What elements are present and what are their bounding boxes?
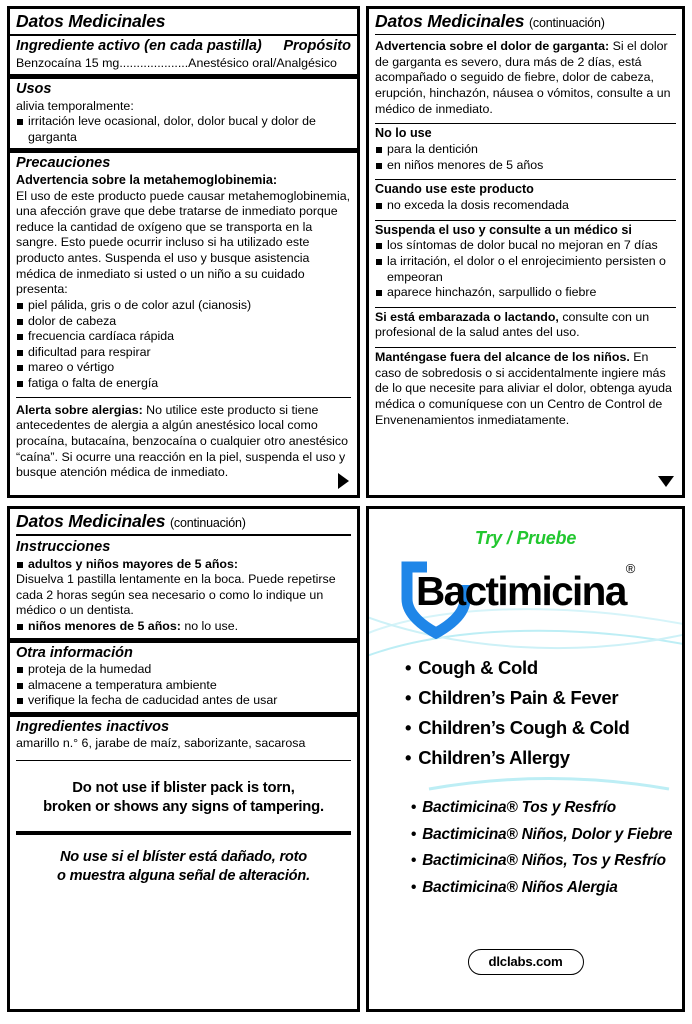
directions-section [10,536,357,638]
allergy-alert-text [16,403,351,481]
product-list-english [405,653,682,773]
when-using-section [369,180,682,216]
methemoglobinemia-text: El uso de este producto puede causar metahemoglobinemia, una afección grave que debe tratarse de inmediato porque reduce la cantidad de oxígeno que se transporta en la sangre. Esto puede ocurrir incluso si ha utilizado este producto antes. Suspenda el uso y busque asistencia médica de inmediato si usted o un niño a su cuidado presenta: [16,188,351,297]
symptom-item: mareo o vértigo [16,360,351,376]
registered-mark: ® [625,560,636,576]
do-not-use-item: para la dentición [375,142,676,158]
panel2-title-continued: (continuación) [528,16,605,30]
warnings-heading: Precauciones [16,155,111,172]
tamper-es-line1: No use si el blíster está dañado, roto [59,849,308,866]
active-ingredient-heading-row [16,38,351,55]
when-using-item: no exceda la dosis recomendada [375,198,676,214]
methemoglobinemia-label: Advertencia sobre la metahemoglobinemia: [16,172,278,187]
drug-facts-panel-3 [7,506,360,1012]
try-pruebe-label: Try / Pruebe [474,528,577,548]
stop-use-heading: Suspenda el uso y consulte a un médico si [375,222,632,237]
panel3-spacer [10,902,357,1009]
uses-lead: alivia temporalmente: [16,98,134,113]
child-text: no lo use. [184,619,239,634]
when-using-heading: Cuando use este producto [375,182,534,197]
stop-use-item: aparece hinchazón, sarpullido o fiebre [375,285,676,301]
directions-child-row [16,619,351,635]
allergy-alert-section [10,398,357,484]
list-item: • Children’s Allergy [405,743,682,773]
brand-logo [369,559,682,639]
stop-use-item: la irritación, el dolor o el enrojecimiento persisten o empeoran [375,254,676,285]
list-item: • Cough & Cold [405,653,682,683]
uses-heading: Usos [16,81,52,98]
tamper-es-line2: o muestra alguna señal de alteración. [57,868,310,885]
child-label-text: niños menores de 5 años: [28,619,181,634]
panel3-title-row [10,509,357,534]
symptom-item: piel pálida, gris o de color azul (cianosis) [16,298,351,314]
panel1-title-row [10,9,357,34]
page-title: Datos Medicinales [16,11,166,31]
panel3-title [16,511,351,531]
uses-section [10,79,357,148]
stop-use-section [369,221,682,304]
keep-away-section [369,348,682,431]
brand-wordmark [416,560,636,615]
tamper-warning-spanish [10,835,357,902]
symptom-item: dolor de cabeza [16,314,351,330]
sore-throat-text: Si el dolor de garganta es severo, dura más de 2 días, está acompañado o seguido de fiebre, dolor de cabeza, erupción, hinchazón, náusea o vómitos, consulte a un médico de inmediato. [375,39,671,116]
other-info-item: proteja de la humedad [16,662,351,678]
sore-throat-section [369,35,682,120]
do-not-use-section [369,124,682,176]
warnings-section [10,153,357,394]
symptom-item: dificultad para respirar [16,345,351,361]
panel3-title-main: Datos Medicinales [16,511,166,531]
directions-adult-text: Disuelva 1 pastilla lentamente en la boca. Puede repetirse cada 2 horas según sea necesario o como lo indique un médico o un dentista. [16,572,336,618]
other-info-item: verifique la fecha de caducidad antes de usar [16,693,351,709]
allergy-alert-label: Alerta sobre alergias: [16,402,143,417]
list-item: • Bactimicina® Tos y Resfrío [411,795,682,822]
product-list-spanish [411,795,682,902]
do-not-use-item: en niños menores de 5 años [375,158,676,174]
top-panels-row [7,6,685,498]
stop-use-item: los síntomas de dolor bucal no mejoran en 7 días [375,238,676,254]
directions-adult-label [16,557,351,573]
list-item: • Bactimicina® Niños Alergia [411,875,682,902]
panel1-spacer [10,484,357,495]
panel2-spacer [369,431,682,495]
active-ingredient-section [10,36,357,74]
uses-item: irritación leve ocasional, dolor, dolor bucal y dolor de garganta [16,114,351,145]
continue-right-arrow-icon [338,473,349,489]
inactive-ingredients-heading: Ingredientes inactivos [16,718,170,735]
tamper-en-line2: broken or shows any signs of tampering. [43,799,324,816]
allergy-alert-body: No utilice este producto si tiene antecedentes de alergia a algún anestésico local como procaína, butacaína, benzocaína o cualquier otro anestésico “caína”. Si ocurre una reacción en la piel, suspenda el uso y busque atención médica de inmediato. [16,402,349,480]
continue-down-arrow-icon [658,476,674,487]
brand-promo-panel [366,506,685,1012]
purpose-heading: Propósito [283,38,351,55]
pregnancy-section [369,308,682,344]
drug-facts-panel-1 [7,6,360,498]
inactive-ingredients-section [10,717,357,755]
list-item: • Children’s Cough & Cold [405,713,682,743]
active-ingredient-heading: Ingrediente activo (en cada pastilla) [16,38,262,55]
other-info-section [10,643,357,712]
keep-away-label: Manténgase fuera del alcance de los niños. [375,350,630,365]
active-ingredient-row: Benzocaína 15 mg....................Anestésico oral/Analgésico [16,55,337,70]
do-not-use-heading: No lo use [375,126,432,141]
inactive-ingredients-text: amarillo n.° 6, jarabe de maíz, saborizante, sacarosa [16,736,306,751]
symptom-item: fatiga o falta de energía [16,376,351,392]
other-info-item: almacene a temperatura ambiente [16,678,351,694]
pregnancy-label: Si está embarazada o lactando, [375,309,559,324]
adult-label-text: adultos y niños mayores de 5 años: [28,556,239,571]
list-item: • Bactimicina® Niños, Dolor y Fiebre [411,822,682,849]
brand-name-text: Bactimicina [416,568,626,614]
panel2-title-main: Datos Medicinales [375,11,525,31]
panel3-title-continued: (continuación) [169,516,246,530]
pregnancy-text: consulte con un profesional de la salud antes del uso. [375,309,650,340]
website-button[interactable]: dlclabs.com [467,949,583,975]
symptom-item: frecuencia cardíaca rápida [16,329,351,345]
sore-throat-label: Advertencia sobre el dolor de garganta: [375,39,610,54]
list-item: • Children’s Pain & Fever [405,683,682,713]
tamper-warning-english [10,761,357,831]
bottom-panels-row [7,506,685,1012]
tamper-en-line1: Do not use if blister pack is torn, [72,779,295,796]
directions-heading: Instrucciones [16,539,111,556]
panel2-title-row [369,9,682,34]
panel2-title [375,11,676,31]
keep-away-text: En caso de sobredosis o si accidentalmente ingiere más de lo que necesite para aliviar el dolor, obtenga ayuda médica o comuníquese con un Centro de Control de Envenenamientos inmediatamente. [375,350,672,427]
list-item: • Bactimicina® Niños, Tos y Resfrío [411,848,682,875]
other-info-heading: Otra información [16,644,133,661]
drug-facts-panel-2 [366,6,685,498]
